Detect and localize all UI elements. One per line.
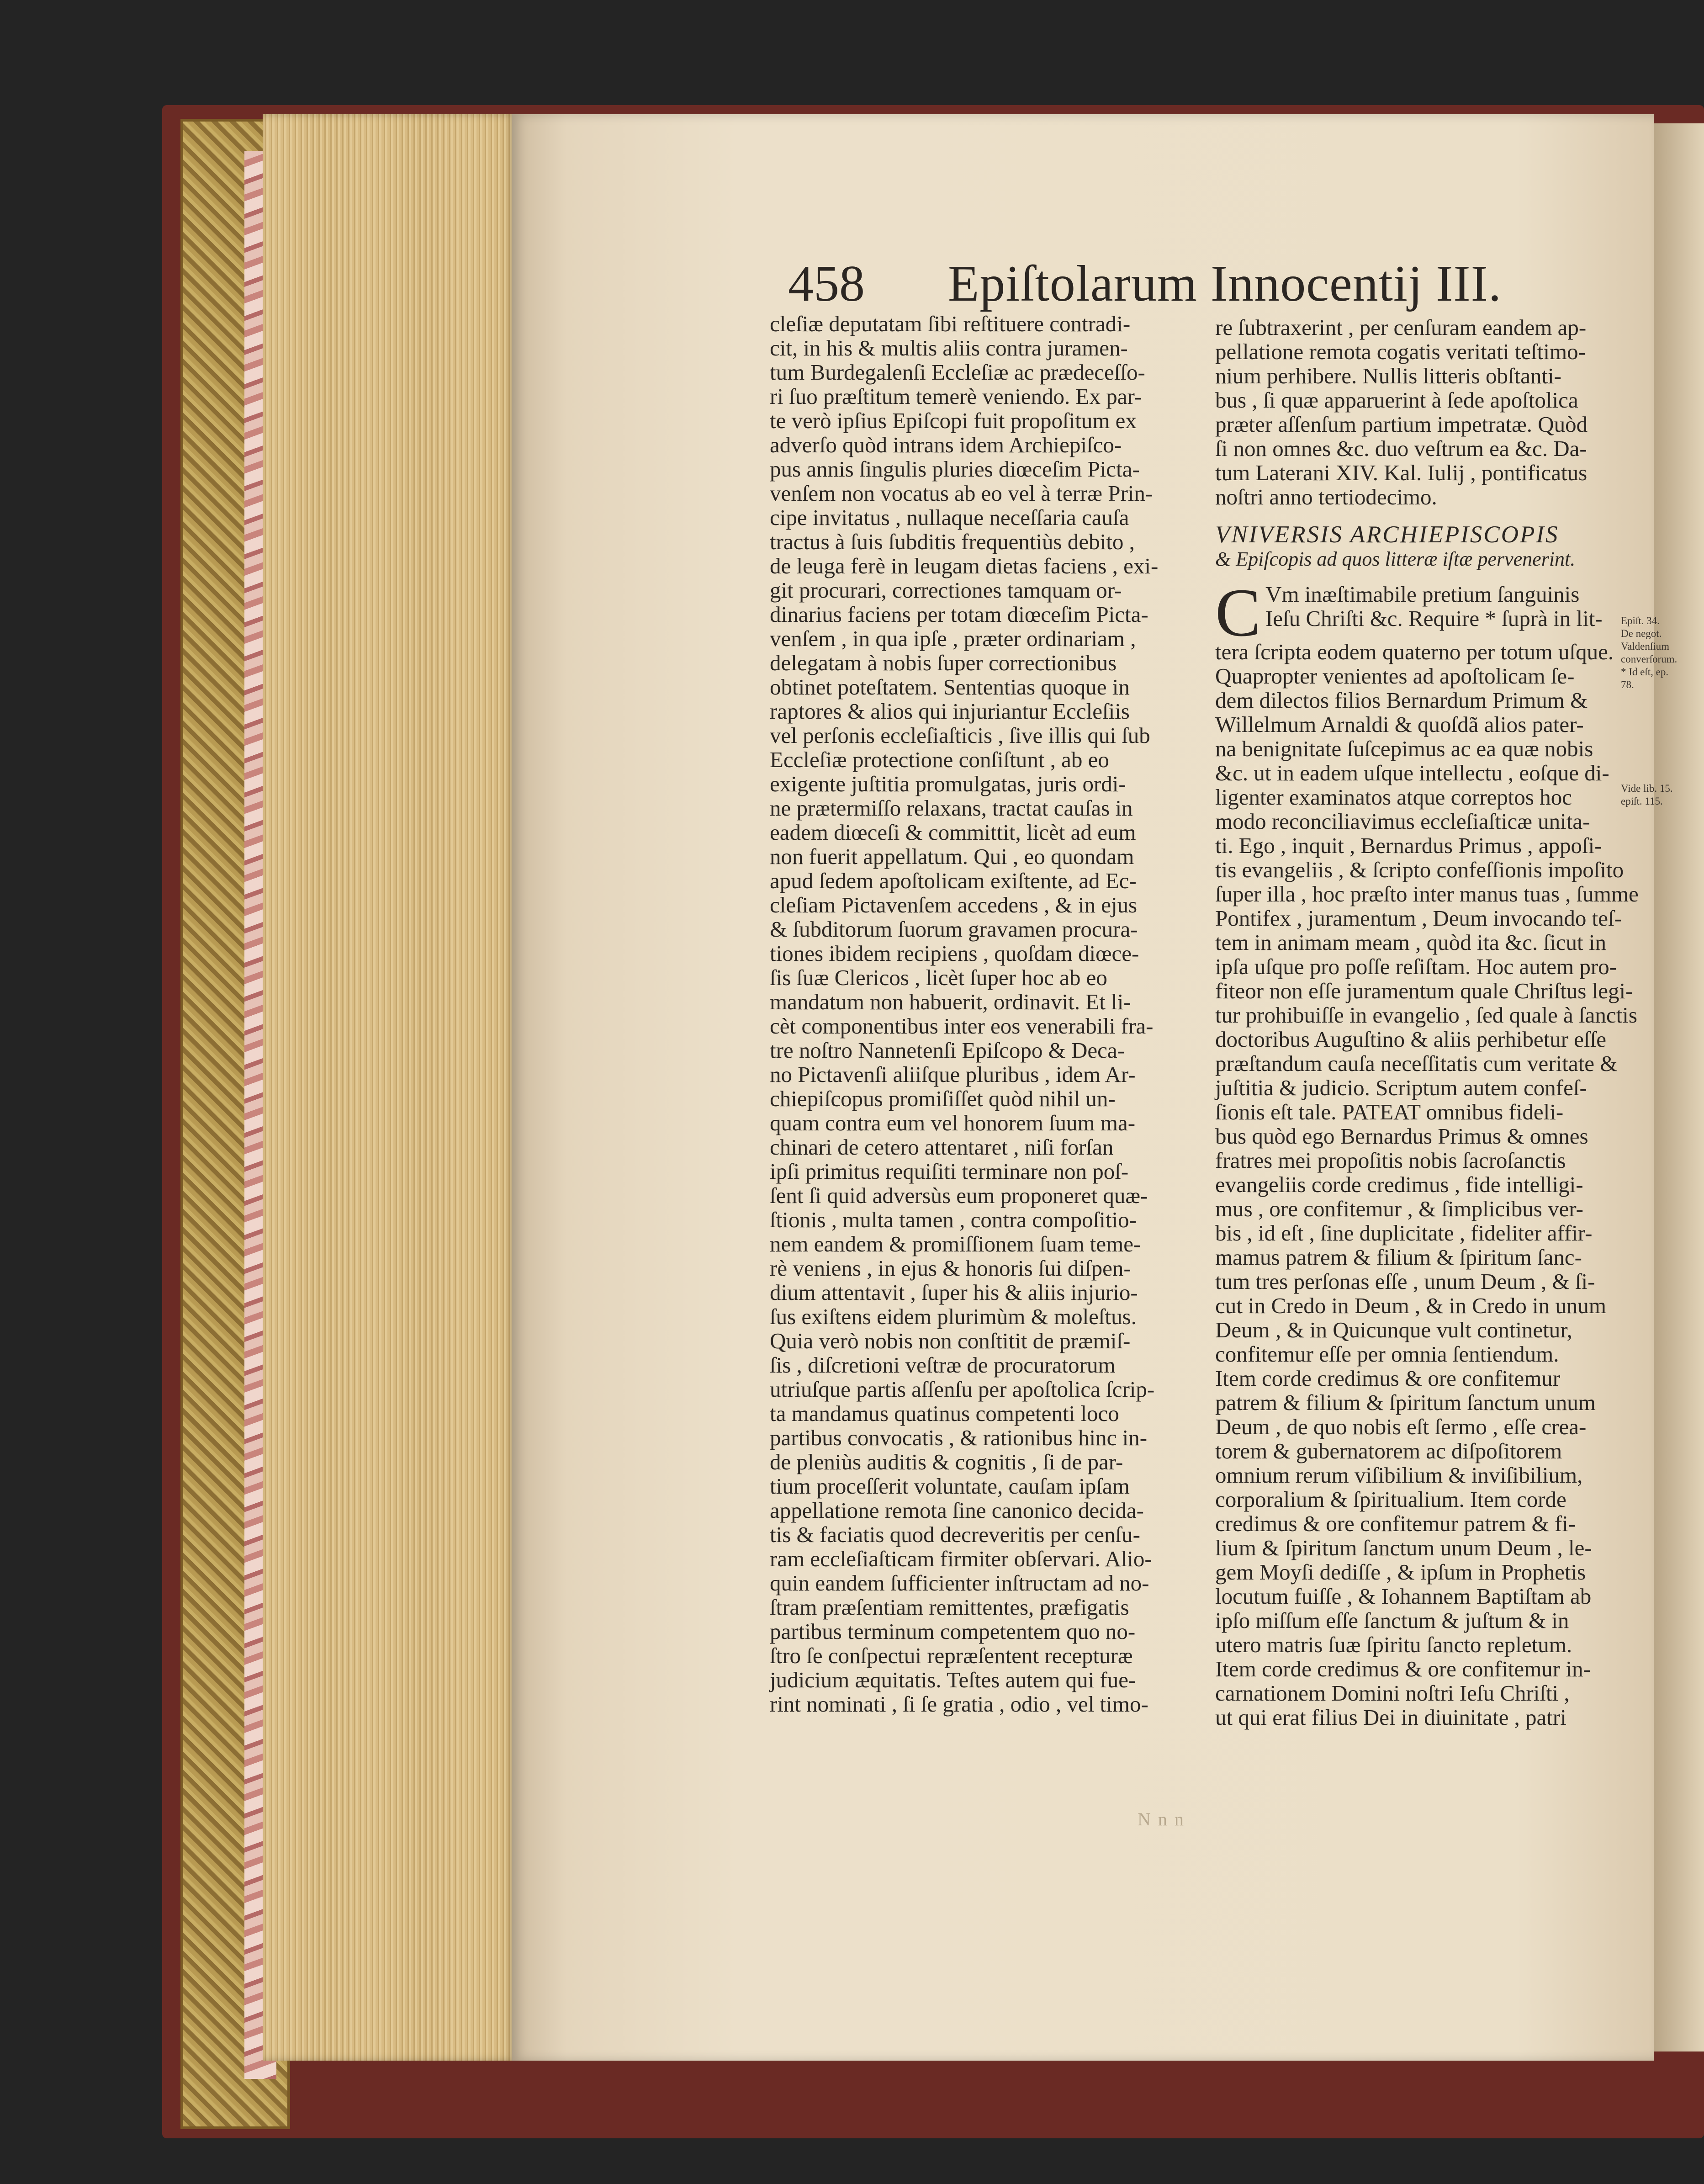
text-line: præſtandum cauſa neceſſitatis cum veritate & bbox=[1215, 1051, 1618, 1076]
text-line: venſem , in qua ipſe , præter ordinariam , bbox=[770, 626, 1136, 651]
margin-note-line: epiſt. 115. bbox=[1621, 795, 1663, 807]
text-line: tum Burdegalenſi Eccleſiæ ac prædeceſſo- bbox=[770, 360, 1145, 385]
text-line: fiteor non eſſe juramentum quale Chriſtus legi- bbox=[1215, 978, 1633, 1003]
text-line: delegatam à nobis ſuper correctionibus bbox=[770, 650, 1117, 675]
section-subheading: & Epiſcopis ad quos litteræ iſtæ pervenerint. bbox=[1215, 548, 1576, 570]
margin-note-line: Vide lib. 15. bbox=[1621, 783, 1673, 794]
text-line: bus , ſi quæ apparuerint à ſede apoſtolica bbox=[1215, 387, 1578, 413]
text-line: ta mandamus quatinus competenti loco bbox=[770, 1401, 1119, 1426]
text-line: cèt componentibus inter eos venerabili fra- bbox=[770, 1013, 1154, 1039]
text-line: cipe invitatus , nullaque neceſſaria cauſa bbox=[770, 505, 1129, 530]
text-line: ſis ſuæ Clericos , licèt ſuper hoc ab eo bbox=[770, 965, 1107, 990]
text-line: ſi non omnes &c. duo veſtrum ea &c. Da- bbox=[1215, 436, 1587, 461]
text-line: nium perhibere. Nullis litteris obſtanti- bbox=[1215, 363, 1561, 388]
text-line: de leuga ferè in leugam dietas faciens , exi- bbox=[770, 553, 1159, 578]
text-line: gem Moyſi dediſſe , & ipſum in Prophetis bbox=[1215, 1559, 1586, 1585]
text-line: lium & ſpiritum ſanctum unum Deum , le- bbox=[1215, 1535, 1592, 1560]
text-line: cleſiæ deputatam ſibi reſtituere contradi- bbox=[770, 311, 1131, 336]
margin-note-line: converſorum. bbox=[1621, 653, 1678, 665]
text-line: appellatione remota ſine canonico decida- bbox=[770, 1498, 1144, 1523]
text-line: pellatione remota cogatis veritati teſtimo- bbox=[1215, 339, 1586, 364]
text-line: tiones ibidem recipiens , quoſdam diœce- bbox=[770, 941, 1139, 966]
text-line: ſtram præſentiam remittentes, præfigatis bbox=[770, 1595, 1129, 1620]
section-heading: VNIVERSIS ARCHIEPISCOPIS bbox=[1215, 521, 1559, 548]
text-line: noſtri anno tertiodecimo. bbox=[1215, 484, 1437, 509]
text-line: partibus convocatis , & rationibus hinc in- bbox=[770, 1425, 1148, 1450]
text-line: & ſubditorum ſuorum gravamen procura- bbox=[770, 917, 1138, 942]
right-column-top-text bbox=[1215, 315, 1608, 509]
text-line: dinarius faciens per totam diœceſim Picta- bbox=[770, 602, 1148, 627]
text-line: ſionis eſt tale. PATEAT omnibus fideli- bbox=[1215, 1099, 1564, 1124]
text-line: ligenter examinatos atque correptos hoc bbox=[1215, 785, 1572, 810]
text-line: Item corde credimus & ore confitemur in- bbox=[1215, 1656, 1591, 1681]
text-line: tractus à ſuis ſubditis frequentiùs debito , bbox=[770, 529, 1135, 554]
signature-mark: N n n bbox=[1138, 1809, 1185, 1829]
text-line: tis evangeliis , & ſcripto confeſſionis impoſito bbox=[1215, 857, 1624, 882]
text-line: ipſo miſſum eſſe ſanctum & juſtum & in bbox=[1215, 1608, 1569, 1633]
text-line: juſtitia & judicio. Scriptum autem confeſ- bbox=[1215, 1075, 1587, 1100]
text-line: git procurari, correctiones tamquam or- bbox=[770, 578, 1122, 603]
margin-note-2 bbox=[1621, 782, 1673, 808]
text-line: re ſubtraxerint , per cenſuram eandem ap- bbox=[1215, 315, 1587, 340]
text-line: de pleniùs auditis & cognitis , ſi de par- bbox=[770, 1449, 1123, 1474]
text-line: ſtro ſe conſpectui repræſentent recepturæ bbox=[770, 1643, 1133, 1668]
text-line: tium proceſſerit voluntate, cauſam ipſam bbox=[770, 1474, 1130, 1499]
text-line: Quapropter venientes ad apoſtolicam ſe- bbox=[1215, 663, 1575, 689]
text-line: locutum fuiſſe , & Iohannem Baptiſtam ab bbox=[1215, 1584, 1592, 1609]
drop-cap: C bbox=[1215, 575, 1261, 651]
text-line: tur prohibuiſſe in evangelio , ſed quale à ſanctis bbox=[1215, 1002, 1637, 1028]
text-line: ut qui erat filius Dei in diuinitate , patri bbox=[1215, 1705, 1566, 1730]
text-line: utriuſque partis aſſenſu per apoſtolica ſcrip- bbox=[770, 1377, 1155, 1402]
text-line: ne prætermiſſo relaxans, tractat cauſas in bbox=[770, 795, 1133, 821]
text-line: te verò ipſius Epiſcopi fuit propoſitum ex bbox=[770, 408, 1137, 433]
text-line: ſtionis , multa tamen , contra compoſitio- bbox=[770, 1207, 1137, 1232]
text-line: Item corde credimus & ore confitemur bbox=[1215, 1366, 1561, 1391]
text-line: vel perſonis eccleſiaſticis , ſive illis qui ſub bbox=[770, 723, 1150, 748]
text-line: Deum , de quo nobis eſt ſermo , eſſe crea- bbox=[1215, 1414, 1587, 1439]
text-line: rint nominati , ſi ſe gratia , odio , vel timo- bbox=[770, 1691, 1148, 1717]
text-line: no Pictavenſi aliiſque pluribus , idem Ar- bbox=[770, 1062, 1136, 1087]
text-line: patrem & filium & ſpiritum ſanctum unum bbox=[1215, 1390, 1596, 1415]
text-line: Willelmum Arnaldi & quoſdã alios pater- bbox=[1215, 712, 1584, 737]
text-line: mamus patrem & filium & ſpiritum ſanc- bbox=[1215, 1245, 1582, 1270]
text-line: tem in animam meam , quòd ita &c. ſicut in bbox=[1215, 930, 1606, 955]
text-line: tum tres perſonas eſſe , unum Deum , & ſi- bbox=[1215, 1269, 1595, 1294]
text-line: ipſi primitus requiſiti terminare non poſ- bbox=[770, 1159, 1129, 1184]
running-title: Epiſtolarum Innocentij III. bbox=[948, 255, 1502, 312]
text-line: rè veniens , in ejus & honoris ſui diſpen- bbox=[770, 1256, 1131, 1281]
text-line: evangeliis corde credimus , fide intelligi- bbox=[1215, 1172, 1583, 1197]
text-line: nem eandem & promiſſionem ſuam teme- bbox=[770, 1231, 1141, 1256]
text-line: dem dilectos filios Bernardum Primum & bbox=[1215, 688, 1588, 713]
text-line: omnium rerum viſibilium & inviſibilium, bbox=[1215, 1463, 1583, 1488]
text-line: chinari de cetero attentaret , niſi forſan bbox=[770, 1134, 1114, 1160]
margin-note-line: 78. bbox=[1621, 679, 1634, 690]
text-line: mus , ore confitemur , & ſimplicibus ver- bbox=[1215, 1196, 1583, 1221]
text-line: confitemur eſſe per omnia ſentiendum. bbox=[1215, 1341, 1559, 1367]
text-line: præter aſſenſum partium impetratæ. Quòd bbox=[1215, 412, 1588, 437]
margin-note-line: Epiſt. 34. bbox=[1621, 615, 1660, 626]
left-text-column bbox=[770, 312, 1190, 1716]
text-line: torem & gubernatorem ac diſpoſitorem bbox=[1215, 1438, 1562, 1463]
text-line: raptores & alios qui injuriantur Eccleſiis bbox=[770, 699, 1130, 724]
margin-note-line: Valdenſium bbox=[1621, 641, 1670, 652]
text-line: tis & faciatis quod decreveritis per cenſu- bbox=[770, 1522, 1140, 1547]
text-line: apud ſedem apoſtolicam exiſtente, ad Ec- bbox=[770, 868, 1137, 893]
page-edges bbox=[263, 114, 516, 2061]
text-line: doctoribus Auguſtino & aliis perhibetur eſſe bbox=[1215, 1027, 1606, 1052]
text-line: venſem non vocatus ab eo vel à terræ Prin- bbox=[770, 481, 1153, 506]
margin-note-line: De negot. bbox=[1621, 628, 1662, 639]
text-line: carnationem Domini noſtri Ieſu Chriſti , bbox=[1215, 1680, 1570, 1706]
text-line: tre noſtro Nannetenſi Epiſcopo & Deca- bbox=[770, 1038, 1125, 1063]
text-line: partibus terminum competentem quo no- bbox=[770, 1619, 1136, 1644]
text-line: ipſa uſque pro poſſe reſiſtam. Hoc autem pro- bbox=[1215, 954, 1617, 979]
text-line: eadem diœceſi & committit, licèt ad eum bbox=[770, 820, 1136, 845]
text-line: utero matris ſuæ ſpiritu ſancto repletum. bbox=[1215, 1632, 1572, 1657]
text-line: pus annis ſingulis pluries diœceſim Picta- bbox=[770, 456, 1140, 482]
text-line: Pontifex , juramentum , Deum invocando teſ- bbox=[1215, 906, 1622, 931]
text-line: cit, in his & multis aliis contra juramen- bbox=[770, 335, 1128, 360]
text-line: ſent ſi quid adversùs eum proponeret quæ- bbox=[770, 1183, 1148, 1208]
text-line: bus quòd ego Bernardus Primus & omnes bbox=[1215, 1124, 1588, 1149]
facing-page-edge bbox=[1654, 123, 1704, 2051]
text-line: ſis , diſcretioni veſtræ de procuratorum bbox=[770, 1352, 1116, 1378]
text-line: ſus exiſtens eidem plurimùm & moleſtus. bbox=[770, 1304, 1137, 1329]
text-line: Quia verò nobis non conſtitit de præmiſ- bbox=[770, 1328, 1131, 1353]
page-number: 458 bbox=[788, 255, 865, 312]
margin-note-line: * Id eſt, ep. bbox=[1621, 666, 1669, 678]
text-line: exigente juſtitia promulgatas, juris ordi- bbox=[770, 771, 1126, 796]
text-line: judicium æquitatis. Teſtes autem qui fue- bbox=[770, 1667, 1136, 1692]
text-line: adverſo quòd intrans idem Archiepiſco- bbox=[770, 432, 1122, 457]
text-line: cut in Credo in Deum , & in Credo in unum bbox=[1215, 1293, 1607, 1318]
text-line: tera ſcripta eodem quaterno per totum uſque. bbox=[1215, 639, 1614, 664]
text-line: mandatum non habuerit, ordinavit. Et li- bbox=[770, 989, 1131, 1014]
margin-note-1 bbox=[1621, 615, 1677, 691]
text-line: corporalium & ſpiritualium. Item corde bbox=[1215, 1487, 1566, 1512]
text-line: obtinet poteſtatem. Sententias quoque in bbox=[770, 674, 1130, 700]
text-line: ſuper illa , hoc præſto inter manus tuas , ſumme bbox=[1215, 881, 1639, 906]
text-line: cleſiam Pictavenſem accedens , & in ejus bbox=[770, 892, 1138, 917]
text-line: non fuerit appellatum. Qui , eo quondam bbox=[770, 844, 1134, 869]
text-line: ri ſuo præſtitum temerè veniendo. Ex par- bbox=[770, 384, 1142, 409]
opening-paragraph bbox=[1215, 575, 1608, 651]
text-line: bis , id eſt , ſine duplicitate , fideliter affir- bbox=[1215, 1220, 1593, 1246]
text-line: &c. ut in eadem uſque intellectu , eoſque di- bbox=[1215, 760, 1609, 785]
text-line: Vm inæſtimabile pretium ſanguinis bbox=[1265, 582, 1580, 607]
text-line: fratres mei propoſitis nobis ſacroſanctis bbox=[1215, 1148, 1566, 1173]
text-line: Deum , & in Quicunque vult continetur, bbox=[1215, 1317, 1572, 1342]
text-line: na benignitate ſuſcepimus ac ea quæ nobis bbox=[1215, 736, 1593, 761]
text-line: dium attentavit , ſuper his & aliis injurio- bbox=[770, 1280, 1138, 1305]
text-line: ti. Ego , inquit , Bernardus Primus , appoſi- bbox=[1215, 833, 1602, 858]
text-line: modo reconciliavimus eccleſiaſticæ unita- bbox=[1215, 809, 1590, 834]
text-line: quam contra eum vel honorem ſuum ma- bbox=[770, 1110, 1136, 1135]
text-line: Ieſu Chriſti &c. Require * ſuprà in lit- bbox=[1265, 606, 1603, 631]
text-line: credimus & ore confitemur patrem & fi- bbox=[1215, 1511, 1576, 1536]
text-line: tum Laterani XIV. Kal. Iulij , pontificatus bbox=[1215, 460, 1588, 485]
text-line: quin eandem ſufficienter inſtructam ad no- bbox=[770, 1570, 1149, 1596]
text-line: Eccleſiæ protectione conſiſtunt , ab eo bbox=[770, 747, 1109, 772]
text-line: ram eccleſiaſticam firmiter obſervari. Alio- bbox=[770, 1546, 1152, 1571]
text-line: chiepiſcopus promiſiſſet quòd nihil un- bbox=[770, 1086, 1116, 1111]
